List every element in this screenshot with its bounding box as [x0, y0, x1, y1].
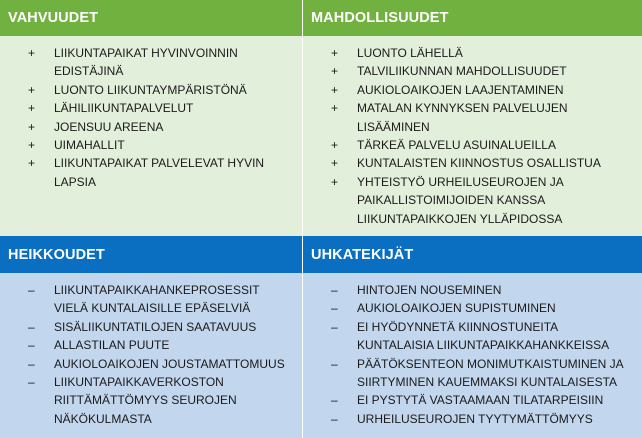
strengths-header: VAHVUUDET [0, 0, 302, 36]
strengths-item-text: UIMAHALLIT [54, 138, 125, 153]
strengths-item [0, 154, 302, 191]
weaknesses-item-text: SISÄLIIKUNTATILOJEN SAATAVUUS [54, 319, 257, 334]
opportunities-item [303, 99, 642, 136]
weaknesses-bullet-marker: – [28, 319, 35, 334]
threats-bullet-marker: – [331, 283, 338, 297]
strengths-item [0, 81, 302, 99]
weaknesses-bullet-marker: – [28, 338, 35, 353]
opportunities-bullet-marker: + [331, 174, 339, 189]
opportunities-bullet-marker: + [331, 46, 339, 60]
strengths-bullet-marker: + [28, 156, 36, 171]
strengths-item [0, 118, 302, 136]
strengths-item-text: JOENSUU AREENA [54, 119, 164, 134]
threats-item-text: PÄÄTÖKSENTEON MONIMUTKAISTUMINEN JA SIIRTYMINEN KAUEMMAKSI KUNTALAISESTA [357, 356, 624, 390]
weaknesses-bullet-marker: – [28, 375, 35, 390]
opportunities-item-text: TALVILIIKUNNAN MAHDOLLISUUDET [357, 64, 567, 79]
opportunities-bullet-marker: + [331, 64, 339, 79]
weaknesses-item-text: LIIKUNTAPAIKKAVERKOSTON RIITTÄMÄTTÖMYYS SEUROJEN NÄKÖKULMASTA [54, 375, 237, 426]
opportunities-bullet-marker: + [331, 82, 339, 97]
opportunities-item [303, 154, 642, 172]
weaknesses-header: HEIKKOUDET [0, 236, 302, 273]
opportunities-bullet-marker: + [331, 138, 339, 153]
weaknesses-item-text: AUKIOLOAIKOJEN JOUSTAMATTOMUUS [54, 356, 285, 371]
threats-bullet-marker: – [331, 411, 338, 426]
strengths-item [0, 99, 302, 117]
threats-item [303, 410, 642, 428]
weaknesses-cell [0, 273, 302, 438]
strengths-item [0, 44, 302, 81]
opportunities-item-text: YHTEISTYÖ URHEILUSEUROJEN JA PAIKALLISTOIMIJOIDEN KANSSA LIIKUNTAPAIKKOJEN YLLÄPIDOSSA [357, 174, 564, 226]
threats-bullet-marker: – [331, 319, 338, 334]
threats-item [303, 355, 642, 392]
strengths-bullet-marker: + [28, 138, 36, 153]
strengths-item [0, 136, 302, 154]
strengths-bullet-marker: + [28, 82, 36, 97]
strengths-item-text: LÄHILIIKUNTAPALVELUT [54, 101, 194, 116]
strengths-bullet-marker: + [28, 46, 36, 60]
weaknesses-bullet-marker: – [28, 283, 35, 297]
threats-bullet-marker: – [331, 356, 338, 371]
threats-item-text: EI HYÖDYNNETÄ KIINNOSTUNEITA KUNTALAISIA LIIKUNTAPAIKKAHANKKEISSA [357, 319, 610, 353]
threats-cell [302, 273, 642, 438]
threats-item [303, 391, 642, 409]
strengths-list [0, 44, 302, 191]
weaknesses-item [0, 355, 302, 373]
threats-bullet-marker: – [331, 301, 338, 316]
opportunities-item-text: TÄRKEÄ PALVELU ASUINALUEILLA [357, 138, 556, 153]
threats-header: UHKATEKIJÄT [302, 236, 642, 273]
weaknesses-item [0, 373, 302, 428]
weaknesses-list [0, 281, 302, 428]
strengths-item-text: LUONTO LIIKUNTAYMPÄRISTÖNÄ [54, 82, 247, 97]
threats-item [303, 281, 642, 299]
threats-item-text: AUKIOLOAIKOJEN SUPISTUMINEN [357, 301, 556, 316]
opportunities-item [303, 62, 642, 80]
strengths-item-text: LIIKUNTAPAIKAT HYVINVOINNIN EDISTÄJINÄ [54, 46, 238, 79]
threats-item-text: HINTOJEN NOUSEMINEN [357, 283, 502, 297]
opportunities-list [303, 44, 642, 228]
opportunities-item [303, 136, 642, 154]
weaknesses-item-text: ALLASTILAN PUUTE [54, 338, 170, 353]
threats-list [303, 281, 642, 428]
threats-item-text: EI PYSTYTÄ VASTAAMAAN TILATARPEISIIN [357, 393, 604, 408]
threats-item-text: URHEILUSEUROJEN TYYTYMÄTTÖMYYS [357, 411, 593, 426]
opportunities-bullet-marker: + [331, 101, 339, 116]
strengths-bullet-marker: + [28, 101, 36, 116]
weaknesses-item-text: LIIKUNTAPAIKKAHANKEPROSESSIT VIELÄ KUNTALAISILLE EPÄSELVIÄ [54, 283, 260, 316]
opportunities-item-text: AUKIOLOAIKOJEN LAAJENTAMINEN [357, 82, 564, 97]
opportunities-bullet-marker: + [331, 156, 339, 171]
weaknesses-item [0, 281, 302, 318]
threats-item [303, 299, 642, 317]
opportunities-item-text: MATALAN KYNNYKSEN PALVELUJEN LISÄÄMINEN [357, 101, 568, 134]
opportunities-item-text: LUONTO LÄHELLÄ [357, 46, 463, 60]
strengths-item-text: LIIKUNTAPAIKAT PALVELEVAT HYVIN LAPSIA [54, 156, 265, 189]
threats-item [303, 318, 642, 355]
opportunities-header: MAHDOLLISUUDET [302, 0, 642, 36]
opportunities-item [303, 81, 642, 99]
threats-bullet-marker: – [331, 393, 338, 408]
opportunities-cell [302, 36, 642, 236]
opportunities-item [303, 44, 642, 62]
opportunities-item [303, 173, 642, 228]
weaknesses-item [0, 318, 302, 336]
opportunities-item-text: KUNTALAISTEN KIINNOSTUS OSALLISTUA [357, 156, 601, 171]
strengths-cell [0, 36, 302, 236]
weaknesses-item [0, 336, 302, 354]
weaknesses-bullet-marker: – [28, 356, 35, 371]
strengths-bullet-marker: + [28, 119, 36, 134]
